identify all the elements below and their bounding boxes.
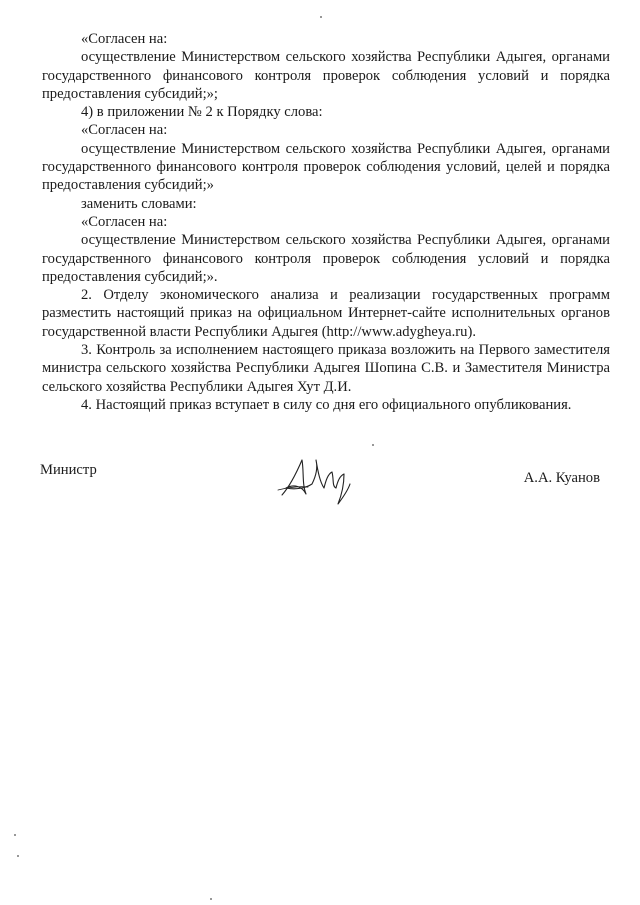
scan-speck <box>210 898 212 900</box>
scan-speck <box>372 444 374 446</box>
handwritten-signature <box>272 450 372 510</box>
document-body <box>42 30 610 414</box>
signatory-name: А.А. Куанов <box>523 470 600 486</box>
paragraph: 4. Настоящий приказ вступает в силу со дня его официального опубликования. <box>81 396 572 413</box>
signature-block <box>40 450 600 520</box>
paragraph: «Согласен на: <box>81 122 168 139</box>
paragraph: осуществление Министерством сельского хозяйства Республики Адыгея, органами государственного финансового контроля проверок соблюдения условий и порядка предоставления субсидий;». <box>42 232 610 285</box>
paragraph: 2. Отделу экономического анализа и реализации государственных программ разместить настоящий приказ на официальном Интернет-сайте исполнительных органов государственной власти Республики Адыгея (http://www.adygheya.ru). <box>42 287 610 340</box>
paragraph: 3. Контроль за исполнением настоящего приказа возложить на Первого заместителя министра сельского хозяйства Республики Адыгея Шопина С.В. и Заместителя Министра сельского хозяйства Республики Адыгея Хут Д.И. <box>42 342 610 395</box>
paragraph: заменить словами: <box>81 195 197 212</box>
signatory-position: Министр <box>40 462 97 478</box>
scan-speck <box>320 16 322 18</box>
paragraph: «Согласен на: <box>81 213 168 230</box>
scan-speck <box>17 855 19 857</box>
paragraph: осуществление Министерством сельского хозяйства Республики Адыгея, органами государственного финансового контроля проверок соблюдения условий и порядка предоставления субсидий;»; <box>42 49 610 102</box>
paragraph: 4) в приложении № 2 к Порядку слова: <box>81 104 323 121</box>
scan-speck <box>14 834 16 836</box>
paragraph: осуществление Министерством сельского хозяйства Республики Адыгея, органами государственного финансового контроля проверок соблюдения условий, целей и порядка предоставления субсидий;» <box>42 140 610 194</box>
paragraph: «Согласен на: <box>81 31 168 47</box>
